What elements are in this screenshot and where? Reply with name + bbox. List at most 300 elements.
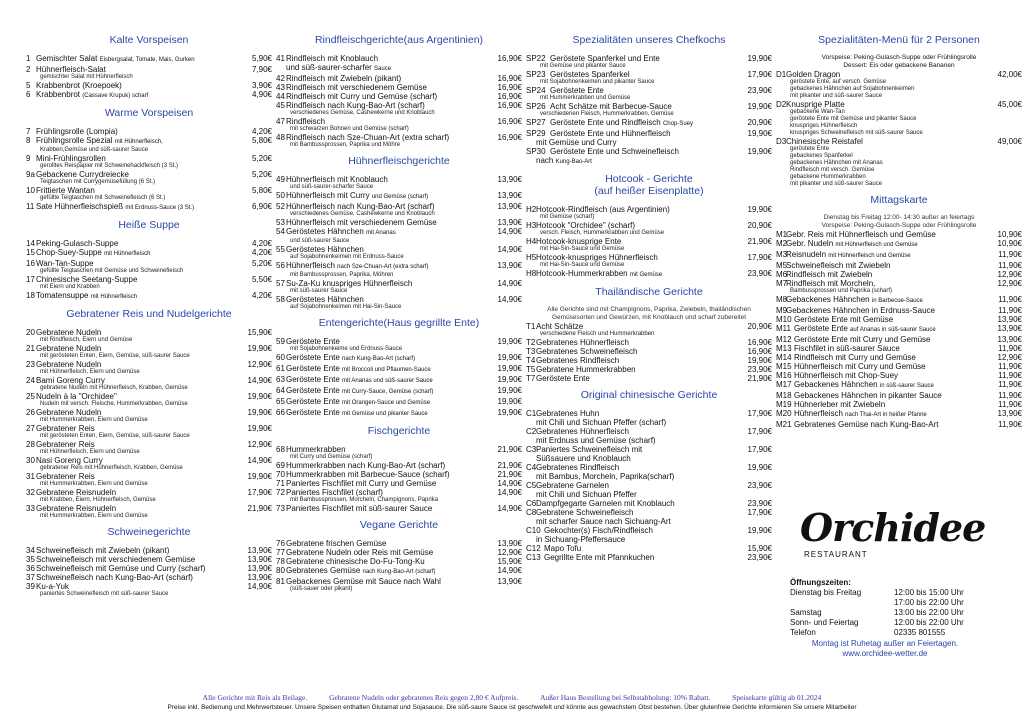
item-number: 9a bbox=[26, 170, 35, 179]
item-price: 14,90€ bbox=[497, 488, 522, 497]
item-price: 23,90€ bbox=[747, 365, 772, 374]
item-name-detail: mit Broccoli und Pflaumen-Sauce bbox=[342, 367, 431, 373]
menu-item bbox=[26, 472, 272, 481]
menu-item bbox=[526, 517, 772, 526]
item-number: M12 bbox=[776, 335, 792, 344]
item-name bbox=[286, 470, 484, 479]
item-description: mit Rindfleisch, Eiern und Gemüse bbox=[40, 337, 133, 343]
section-title: Original chinesische Gerichte bbox=[580, 389, 718, 401]
menu-item bbox=[276, 539, 522, 548]
menu-item bbox=[276, 397, 522, 408]
item-name bbox=[286, 191, 484, 202]
item-number: 60 bbox=[276, 353, 285, 362]
item-name bbox=[36, 360, 234, 369]
item-price: 13,90€ bbox=[497, 202, 522, 211]
menu-section bbox=[276, 519, 522, 593]
item-name-text: Rindfleisch nach Sze-Chuan-Art (extra scharf) bbox=[286, 133, 450, 142]
item-name bbox=[286, 175, 484, 184]
section-title: Vegane Gerichte bbox=[359, 519, 439, 531]
item-price: 5,80€ bbox=[251, 136, 272, 145]
item-price: 13,90€ bbox=[497, 218, 522, 227]
menu-item bbox=[276, 74, 522, 83]
menu-item bbox=[776, 100, 1022, 109]
menu-item bbox=[276, 488, 522, 497]
item-name-detail: mit Hühnerfleisch, bbox=[114, 139, 163, 145]
item-name-text: Rindfleisch mit verschiedenem Gemüse bbox=[286, 83, 427, 92]
item-price: 16,90€ bbox=[497, 92, 522, 101]
menu-item bbox=[26, 456, 272, 465]
item-name bbox=[286, 74, 484, 83]
menu-section bbox=[26, 526, 272, 598]
section-title: Warme Vorspeisen bbox=[104, 107, 194, 119]
item-name bbox=[786, 70, 984, 79]
item-name-text: Rindfleisch mit Knoblauch bbox=[286, 54, 379, 63]
item-number: H2 bbox=[526, 205, 537, 214]
menu-item bbox=[26, 582, 272, 591]
item-name-text: mit Chili und Sichuan Pfeffer (scharf) bbox=[536, 418, 667, 427]
column-4 bbox=[776, 0, 1022, 435]
item-name bbox=[36, 573, 234, 582]
item-name-text: Hotcook-knuspriges Hühnerfleisch bbox=[536, 253, 658, 262]
item-name-text: Acht Schätze mit Barbecue-Sauce bbox=[550, 102, 672, 111]
menu-item bbox=[276, 470, 522, 479]
item-name bbox=[550, 129, 734, 138]
item-name-text: Frühlingsrolle Spezial bbox=[36, 136, 113, 145]
item-price: 21,90€ bbox=[747, 374, 772, 383]
item-description: mit schwarzen Bohnen und Gemüse (scharf) bbox=[290, 126, 409, 132]
item-name bbox=[536, 427, 734, 436]
item-number: 17 bbox=[26, 275, 35, 284]
item-name bbox=[536, 445, 734, 454]
item-price: 23,90€ bbox=[747, 499, 772, 508]
item-number: 27 bbox=[26, 424, 35, 433]
menu-item bbox=[776, 335, 1022, 344]
menu-section bbox=[776, 194, 1022, 429]
item-description: mit Hummerkrabben, Eiern und Gemüse bbox=[40, 481, 148, 487]
item-name bbox=[286, 83, 484, 92]
item-number: 48 bbox=[276, 133, 285, 142]
item-number: SP30 bbox=[526, 147, 546, 156]
menu-item bbox=[526, 374, 772, 383]
item-name bbox=[36, 440, 234, 449]
menu-item bbox=[276, 175, 522, 184]
item-description: mit Hai-Sin-Sauce und Gemüse bbox=[540, 262, 625, 268]
item-number: 53 bbox=[276, 218, 285, 227]
menu-item bbox=[776, 270, 1022, 279]
menu-item bbox=[26, 248, 272, 259]
item-name-text: Hummerkrabben nach Kung-Bao-Art (scharf) bbox=[286, 461, 446, 470]
item-name-text: Frühlingsrolle (Lompia) bbox=[36, 127, 118, 136]
item-price: 12,90€ bbox=[247, 360, 272, 369]
item-name-text: Mini-Frühlingsrollen bbox=[36, 154, 106, 163]
item-description: mit Hai-Sin-Sauce und Gemüse bbox=[540, 246, 625, 252]
item-name bbox=[36, 555, 234, 564]
item-number: 2 bbox=[26, 65, 31, 74]
item-description: gebratener Reis mit Hühnerfleisch, Krabben, Gemüse bbox=[40, 465, 183, 471]
item-price bbox=[734, 490, 772, 499]
item-name-text: mit Chili und Sichuan Pfeffer bbox=[536, 490, 637, 499]
item-number: M15 bbox=[776, 362, 792, 371]
item-price: 14,90€ bbox=[497, 227, 522, 236]
item-description: mit Bambussprossen, Paprika und Möhre bbox=[290, 142, 401, 148]
section-title: Thailändische Gerichte bbox=[595, 286, 703, 298]
item-name-text: Hummerkrabben bbox=[286, 445, 346, 454]
item-number: 61 bbox=[276, 364, 285, 373]
item-description: gefüllte Teigtaschen mit Gemüse und Schweinefleisch bbox=[40, 268, 184, 274]
item-name bbox=[36, 376, 234, 385]
item-name-text: Geröstete Ente bbox=[794, 324, 848, 333]
item-price: 14,90€ bbox=[497, 504, 522, 513]
item-number: 65 bbox=[276, 397, 285, 406]
item-number: 6 bbox=[26, 90, 31, 99]
item-name bbox=[536, 418, 734, 427]
item-name-text: Gebratenes Gemüse bbox=[286, 566, 361, 575]
item-name-text: Hummerkrabben mit Barbecue-Sauce (scharf) bbox=[286, 470, 450, 479]
section-title: Kalte Vorspeisen bbox=[109, 34, 189, 46]
item-name bbox=[36, 488, 234, 497]
item-price: 19,90€ bbox=[747, 356, 772, 365]
menu-item bbox=[26, 344, 272, 353]
item-name bbox=[794, 335, 984, 344]
closed-note: Montag ist Ruhetag außer an Feiertagen. bbox=[811, 639, 959, 648]
item-name bbox=[536, 269, 734, 280]
item-number: M5 bbox=[776, 261, 788, 270]
item-name-text: Krabbenbrot bbox=[36, 90, 81, 99]
item-price: 21,90€ bbox=[747, 237, 772, 246]
item-name bbox=[786, 137, 984, 146]
item-number bbox=[526, 490, 536, 499]
menu-item bbox=[526, 54, 772, 63]
item-name-text: Gebratene Garnelen bbox=[536, 481, 609, 490]
item-name bbox=[550, 102, 734, 111]
menu-item bbox=[26, 90, 272, 101]
item-number: C12 bbox=[526, 544, 541, 553]
item-price: 20,90€ bbox=[747, 322, 772, 331]
item-price: 19,90€ bbox=[747, 129, 772, 138]
hours-value: 02335 801555 bbox=[894, 628, 946, 637]
menu-item bbox=[526, 472, 772, 481]
item-name-text: Gebr. Reis mit Hühnerfleisch und Gemüse bbox=[786, 230, 936, 239]
item-name-text: Gebratenes Rindfleisch bbox=[536, 463, 620, 472]
item-price: 13,90€ bbox=[247, 555, 272, 564]
menu-item bbox=[26, 170, 272, 179]
item-price: 16,90€ bbox=[497, 133, 522, 142]
hours-value: 12:00 bis 15:00 Uhr bbox=[894, 588, 964, 597]
menu-section bbox=[776, 34, 1022, 188]
item-price: 11,90€ bbox=[998, 261, 1022, 270]
item-name bbox=[36, 81, 234, 90]
item-name-text: Geröstete Ente und Hühnerfleisch bbox=[550, 129, 671, 138]
item-description: mit Eiern und Krabben bbox=[40, 284, 100, 290]
item-number: T5 bbox=[526, 365, 536, 374]
item-name-text: Gekochter(s) Fisch/Rindfleisch bbox=[544, 526, 653, 535]
item-name bbox=[36, 136, 234, 147]
item-name bbox=[286, 295, 484, 304]
menu-item bbox=[776, 344, 1022, 353]
menu-item bbox=[276, 577, 522, 586]
item-name bbox=[536, 138, 734, 147]
item-price: 11,90€ bbox=[998, 250, 1022, 259]
item-number: 76 bbox=[276, 539, 285, 548]
item-description: gebratene Nudeln mit Hühnerfleisch, Krabben, Gemüse bbox=[40, 385, 188, 391]
item-name-detail: mit Hühnerfleisch und Gemüse bbox=[828, 253, 911, 259]
item-description: Nudeln mit versch. Fleische, Hummerkrabben, Gemüse bbox=[40, 401, 188, 407]
column-1 bbox=[26, 0, 272, 604]
item-name bbox=[544, 526, 734, 535]
item-price: 14,90€ bbox=[497, 479, 522, 488]
item-name bbox=[794, 353, 984, 362]
item-number: C6 bbox=[526, 499, 537, 508]
item-name bbox=[536, 221, 734, 230]
item-name-text: mit Gemüse und Curry bbox=[536, 138, 617, 147]
item-name-detail: nach Kung-Bao-Art (scharf) bbox=[342, 356, 416, 362]
item-name bbox=[550, 70, 734, 79]
hours-label bbox=[790, 598, 894, 608]
item-name bbox=[286, 63, 484, 74]
item-price: 12,90€ bbox=[997, 270, 1022, 279]
item-description: mit Krabben, Eiern, Hühnerfleisch, Gemüse bbox=[40, 497, 156, 503]
item-name-text: Gebratenes Huhn bbox=[536, 409, 600, 418]
website-link[interactable]: www.orchidee-wetter.de bbox=[842, 649, 928, 658]
item-price: 16,90€ bbox=[497, 54, 522, 63]
item-price: 19,90€ bbox=[497, 353, 522, 362]
menu-item bbox=[276, 63, 522, 74]
item-name-text: Hühnerfleisch mit Knoblauch bbox=[286, 175, 388, 184]
item-price: 14,90€ bbox=[497, 295, 522, 304]
menu-item bbox=[26, 488, 272, 497]
item-name bbox=[794, 391, 984, 400]
item-description: verschiedenes Gemüse, Cashewkerne und Knoblauch bbox=[290, 211, 435, 217]
item-price: 10,90€ bbox=[997, 239, 1022, 248]
item-price: 19,90€ bbox=[247, 408, 272, 417]
item-number: 55 bbox=[276, 245, 285, 254]
item-price: 16,90€ bbox=[497, 117, 522, 126]
item-name bbox=[36, 424, 234, 433]
item-number: M21 bbox=[776, 420, 792, 429]
item-price: 13,90€ bbox=[997, 335, 1022, 344]
item-name-detail: Eisbergsalat, Tomate, Mais, Gurken bbox=[99, 57, 195, 63]
item-number: T2 bbox=[526, 338, 536, 347]
menu-item bbox=[526, 269, 772, 280]
menu-item bbox=[526, 129, 772, 138]
item-number: M18 bbox=[776, 391, 792, 400]
item-name bbox=[550, 147, 734, 156]
item-name-text: Paniertes Schweinefleisch mit bbox=[536, 445, 643, 454]
item-price: 5,20€ bbox=[251, 154, 272, 163]
menu-item bbox=[26, 573, 272, 582]
item-name bbox=[36, 504, 234, 513]
item-number: 63 bbox=[276, 375, 285, 384]
item-name-text: Acht Schätze bbox=[536, 322, 584, 331]
item-name-detail: nach Thai-Art in heißer Pfanne bbox=[845, 412, 927, 418]
menu-item bbox=[776, 279, 1022, 288]
item-name-text: Schweinefleisch mit Zwiebeln bbox=[786, 261, 891, 270]
item-name bbox=[786, 261, 984, 270]
menu-item bbox=[276, 191, 522, 202]
item-number: 21 bbox=[26, 344, 35, 353]
item-name-text: Su-Za-Ku knuspriges Hühnerfleisch bbox=[286, 279, 413, 288]
item-price: 5,20€ bbox=[251, 259, 272, 268]
item-name-text: Hühnerfleisch nach Kung-Bao-Art (scharf) bbox=[286, 202, 435, 211]
menu-item bbox=[526, 427, 772, 436]
item-description: gefüllte Teigtaschen mit Schweinefleisch (6 St.) bbox=[40, 195, 166, 201]
item-name bbox=[794, 400, 984, 409]
menu-item bbox=[526, 454, 772, 463]
menu-item bbox=[276, 557, 522, 566]
menu-item bbox=[276, 101, 522, 110]
item-name bbox=[786, 100, 984, 109]
item-price: 12,90€ bbox=[247, 440, 272, 449]
item-description: (süß-sauer oder pikant) bbox=[290, 586, 353, 592]
item-name-text: Gebratene chinesische Do-Fu-Tong-Ku bbox=[286, 557, 425, 566]
menu-item bbox=[26, 136, 272, 147]
hours-row bbox=[790, 618, 980, 628]
item-price: 13,90€ bbox=[497, 175, 522, 184]
menu-item bbox=[276, 479, 522, 488]
item-number: 14 bbox=[26, 239, 35, 248]
item-price bbox=[734, 138, 772, 147]
item-name-text: Tomatensuppe bbox=[36, 291, 89, 300]
item-name bbox=[536, 409, 734, 418]
item-description: gebackene Wan-Tan geröstete Ente mit Gemüse und pikanter Sauce knuspriges Hühnerfleisch knuspriges Schweinefleisch mit süß-saurer Sauce bbox=[790, 109, 923, 136]
item-name-text: Gebratenes Schweinefleisch bbox=[536, 347, 638, 356]
item-price: 14,90€ bbox=[247, 456, 272, 465]
item-name-detail: mit Curry-Sauce, Gemüse (scharf) bbox=[342, 389, 434, 395]
item-description: mit Hühnerfleisch, Eiern und Gemüse bbox=[40, 369, 140, 375]
item-name-text: Schweinefleisch mit Gemüse und Curry (scharf) bbox=[36, 564, 206, 573]
item-number: C5 bbox=[526, 481, 537, 490]
item-name bbox=[536, 517, 734, 526]
item-price: 19,90€ bbox=[747, 205, 772, 214]
menu-item bbox=[26, 408, 272, 417]
item-name-detail: mit Ananas und süß-saurer Sauce bbox=[342, 378, 433, 384]
item-price: 19,90€ bbox=[247, 392, 272, 401]
item-name-text: Hühnerleber mit Zwiebeln bbox=[794, 400, 886, 409]
item-name bbox=[536, 338, 734, 347]
item-name bbox=[536, 374, 734, 383]
item-price: 13,90€ bbox=[247, 546, 272, 555]
hours-row bbox=[790, 628, 980, 638]
item-number: M14 bbox=[776, 353, 792, 362]
menu-item bbox=[526, 138, 772, 147]
item-price: 19,90€ bbox=[497, 364, 522, 373]
section-title: Gebratener Reis und Nudelgerichte bbox=[66, 308, 232, 320]
item-name bbox=[536, 463, 734, 472]
item-number: 28 bbox=[26, 440, 35, 449]
item-price: 14,90€ bbox=[247, 376, 272, 385]
menu-item bbox=[776, 250, 1022, 261]
item-number: M17 bbox=[776, 380, 792, 389]
item-name bbox=[36, 564, 234, 573]
item-description: versch. Fleisch, Hummerkrabben und Gemüse bbox=[540, 230, 665, 236]
item-name-detail: Kung-Bao-Art bbox=[555, 159, 592, 165]
item-price: 13,90€ bbox=[997, 324, 1022, 333]
item-name-text: Geröstete Ente bbox=[286, 375, 340, 384]
item-name bbox=[544, 544, 734, 553]
menu-item bbox=[526, 490, 772, 499]
section-note: Alle Gerichte sind mit Champignons, Paprika, Zwiebeln, thailändischen Gemüsesorten und Gewürzen, mit Knoblauch und scharf zubereitet bbox=[547, 306, 751, 321]
item-name bbox=[286, 408, 484, 419]
menu-item bbox=[276, 202, 522, 211]
item-price bbox=[734, 436, 772, 445]
item-price: 19,90€ bbox=[497, 408, 522, 417]
menu-item bbox=[276, 353, 522, 364]
item-name-detail: in süß-saurer Sauce bbox=[879, 383, 934, 389]
item-name bbox=[36, 54, 234, 65]
menu-item bbox=[526, 463, 772, 472]
item-number: 25 bbox=[26, 392, 35, 401]
logo-subtitle: RESTAURANT bbox=[804, 550, 868, 559]
item-number: 9 bbox=[26, 154, 31, 163]
item-number: H3 bbox=[526, 221, 537, 230]
item-description: geröstete Ente, auf versch. Gemüse gebackenes Hähnchen auf Sojabohnenkeimen mit pikanter und süß-saurer Sauce bbox=[790, 79, 915, 99]
menu-section bbox=[276, 34, 522, 149]
item-number: 32 bbox=[26, 488, 35, 497]
hours-label: Dienstag bis Freitag bbox=[790, 588, 862, 597]
item-price: 19,90€ bbox=[497, 337, 522, 346]
item-number: SP23 bbox=[526, 70, 546, 79]
menu-item bbox=[26, 546, 272, 555]
footer-note: Alle Gerichte mit Reis als Beilage. bbox=[202, 693, 308, 702]
item-name-text: mit scharfer Sauce nach Sichuang-Art bbox=[536, 517, 671, 526]
section-title: Hühnerfleischgerichte bbox=[348, 155, 450, 167]
item-name bbox=[536, 472, 734, 481]
item-name-detail: mit Gemüse bbox=[629, 272, 663, 278]
section-title: Spezialitäten-Menü für 2 Personen bbox=[818, 34, 980, 46]
item-name bbox=[286, 461, 484, 470]
hours-label: Sonn- und Feiertag bbox=[790, 618, 859, 627]
item-price: 13,90€ bbox=[497, 577, 522, 586]
item-name-text: Geröstete Ente bbox=[286, 364, 340, 373]
item-price: 15,90€ bbox=[247, 328, 272, 337]
hours-title: Öffnungszeiten: bbox=[790, 578, 851, 587]
item-price: 11,90€ bbox=[998, 380, 1022, 389]
item-name-text: Geröstete Ente mit Gemüse bbox=[794, 315, 894, 324]
menu-note: Dessert: Eis oder gebackene Bananen bbox=[843, 62, 955, 69]
item-price: 11,90€ bbox=[998, 420, 1022, 429]
item-price: 19,90€ bbox=[247, 344, 272, 353]
item-name-detail: mit Gemüse und pikanter Sauce bbox=[342, 411, 428, 417]
menu-section bbox=[26, 107, 272, 213]
item-number: 16 bbox=[26, 259, 35, 268]
item-number: 64 bbox=[276, 386, 285, 395]
menu-item bbox=[526, 156, 772, 167]
item-name-text: mit Erdnuss und Gemüse (scharf) bbox=[536, 436, 656, 445]
menu-item bbox=[26, 65, 272, 74]
item-name bbox=[36, 328, 234, 337]
item-description: Teigtaschen mit Currygemüsefüllung (6 St.) bbox=[40, 179, 156, 185]
item-name bbox=[794, 371, 984, 380]
item-name-text: Hühnerfleisch bbox=[286, 261, 335, 270]
item-name bbox=[286, 397, 484, 408]
item-description: mit Hummerkrabben und Gemüse bbox=[540, 95, 631, 101]
item-price: 19,90€ bbox=[747, 54, 772, 63]
item-number: H5 bbox=[526, 253, 537, 262]
item-name-text: Hühnerfleisch bbox=[794, 409, 843, 418]
item-price: 21,90€ bbox=[497, 445, 522, 454]
item-name-text: Geröstete Ente bbox=[286, 397, 340, 406]
item-description: mit gerösteten Enten, Eiern, Gemüse, süß-saurer Sauce bbox=[40, 433, 190, 439]
item-description: mit Gemüse (scharf) bbox=[540, 214, 595, 220]
menu-item bbox=[776, 137, 1022, 146]
item-number: H8 bbox=[526, 269, 537, 278]
item-description: mit Gemüse und pikanter Sauce bbox=[540, 63, 626, 69]
item-name-text: Schweinefleisch mit Zwiebeln (pikant) bbox=[36, 546, 170, 555]
item-name-text: Wan-Tan-Suppe bbox=[36, 259, 94, 268]
item-number: 8 bbox=[26, 136, 31, 145]
item-name bbox=[286, 577, 484, 586]
item-price: 5,20€ bbox=[251, 170, 272, 179]
